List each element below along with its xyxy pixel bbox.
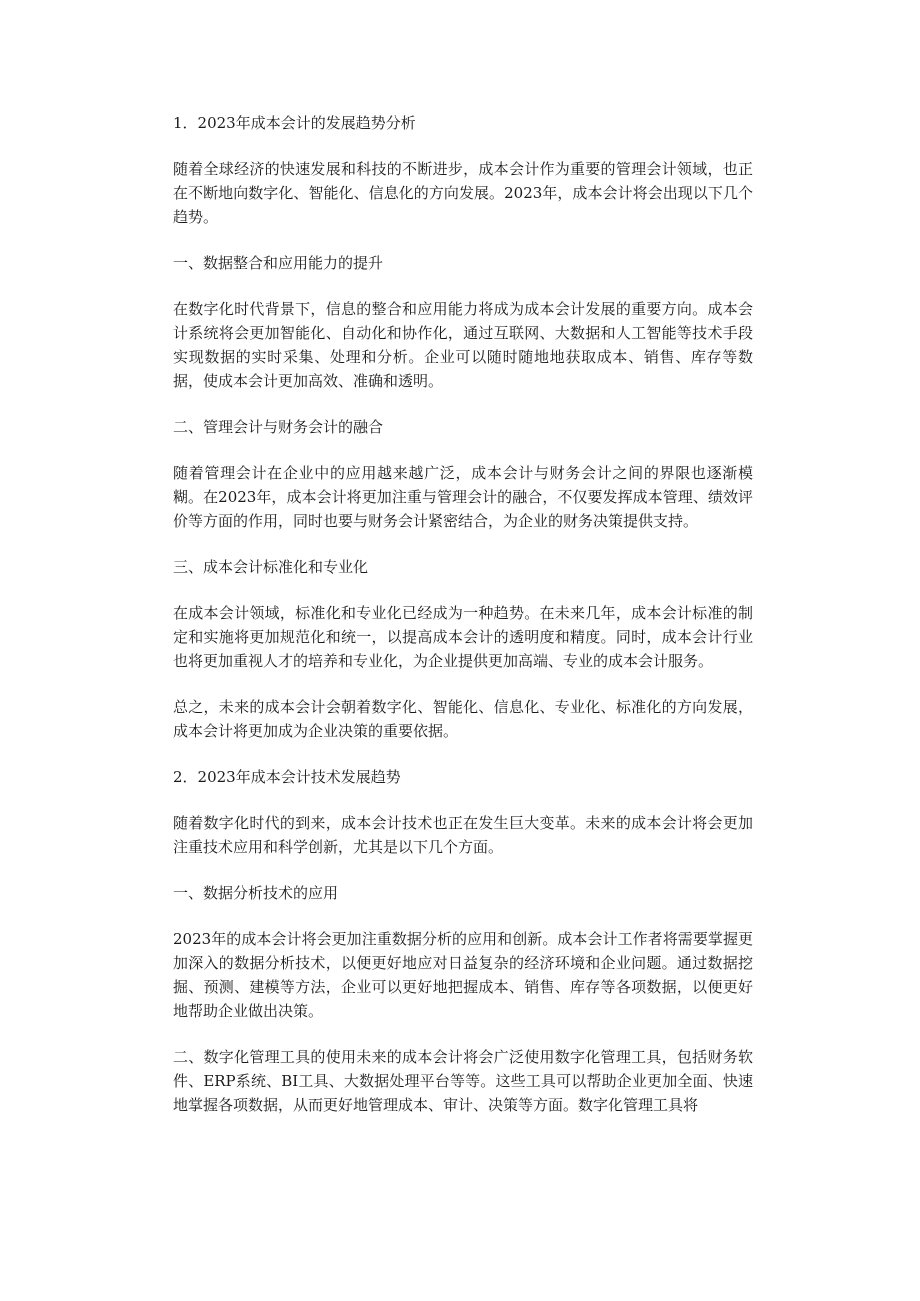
body-paragraph: 2023年的成本会计将会更加注重数据分析的应用和创新。成本会计工作者将需要掌握更加深入的数据分析技术，以便更好地应对日益复杂的经济环境和企业问题。通过数据挖掘、预测、建模等方法，企业可以更好地把握成本、销售、库存等各项数据，以便更好地帮助企业做出决策。: [173, 930, 753, 1020]
sub-heading: 三、成本会计标准化和专业化: [173, 558, 369, 576]
body-paragraph: 在数字化时代背景下，信息的整合和应用能力将成为成本会计发展的重要方向。成本会计系统将会更加智能化、自动化和协作化，通过互联网、大数据和人工智能等技术手段实现数据的实时采集、处理和分析。企业可以随时随地地获取成本、销售、库存等数据，使成本会计更加高效、准确和透明。: [173, 300, 753, 390]
body-paragraph: 随着管理会计在企业中的应用越来越广泛，成本会计与财务会计之间的界限也逐渐模糊。在2023年，成本会计将更加注重与管理会计的融合，不仅要发挥成本管理、绩效评价等方面的作用，同时也要与财务会计紧密结合，为企业的财务决策提供支持。: [173, 464, 753, 530]
summary-paragraph: 总之，未来的成本会计会朝着数字化、智能化、信息化、专业化、标准化的方向发展，成本会计将更加成为企业决策的重要依据。: [173, 698, 753, 740]
body-paragraph: 在成本会计领域，标准化和专业化已经成为一种趋势。在未来几年，成本会计标准的制定和实施将更加规范化和统一，以提高成本会计的透明度和精度。同时，成本会计行业也将更加重视人才的培养和专业化，为企业提供更加高端、专业的成本会计服务。: [173, 604, 753, 670]
body-paragraph: 随着数字化时代的到来，成本会计技术也正在发生巨大变革。未来的成本会计将会更加注重技术应用和科学创新，尤其是以下几个方面。: [173, 814, 753, 856]
body-paragraph: 随着全球经济的快速发展和科技的不断进步，成本会计作为重要的管理会计领域，也正在不断地向数字化、智能化、信息化的方向发展。2023年，成本会计将会出现以下几个趋势。: [173, 160, 753, 226]
sub-heading: 二、管理会计与财务会计的融合: [173, 418, 384, 436]
sub-heading: 一、数据分析技术的应用: [173, 884, 339, 902]
section-heading: 1．2023年成本会计的发展趋势分析: [173, 114, 416, 132]
sub-heading: 一、数据整合和应用能力的提升: [173, 254, 384, 272]
body-paragraph: 二、数字化管理工具的使用未来的成本会计将会广泛使用数字化管理工具，包括财务软件、ERP系统、BI工具、大数据处理平台等等。这些工具可以帮助企业更加全面、快速地掌握各项数据，从而更好地管理成本、审计、决策等方面。数字化管理工具将: [173, 1048, 753, 1114]
section-heading: 2．2023年成本会计技术发展趋势: [173, 768, 401, 786]
document-body: [173, 111, 753, 1139]
